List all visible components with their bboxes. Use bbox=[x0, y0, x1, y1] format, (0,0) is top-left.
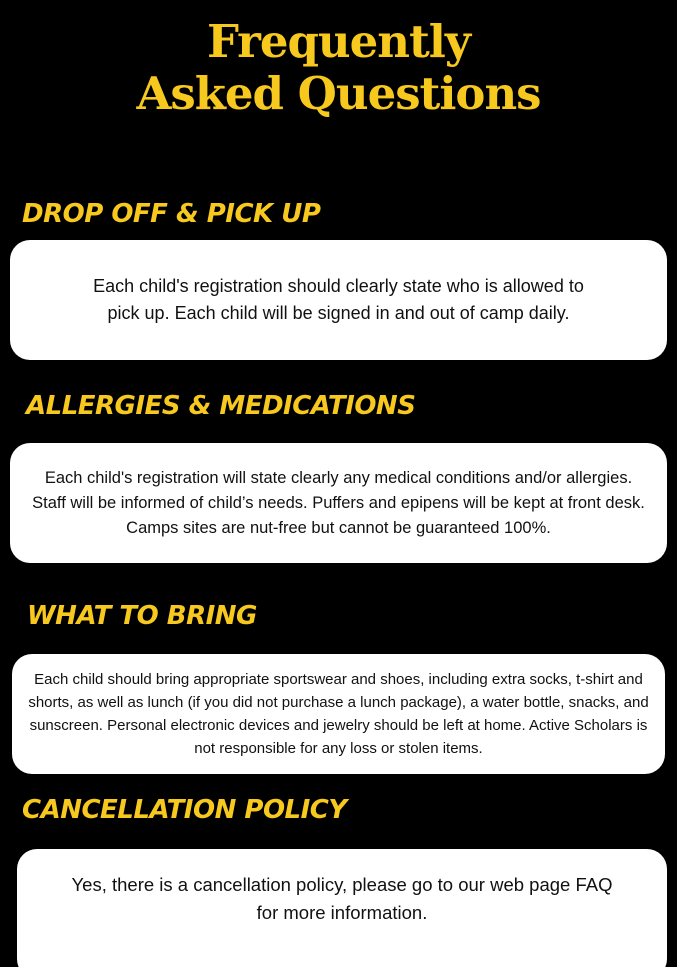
section-body-allergies: Each child's registration will state clearly any medical conditions and/or allergies. Staff will be informed of child’s needs. Puffers and epipens will be kept at front desk. Camps sites are nut-free but cannot be guaranteed 100%. bbox=[32, 468, 645, 537]
section-body-cancellation: Yes, there is a cancellation policy, please go to our web page FAQ for more information. bbox=[71, 874, 613, 923]
section-body-drop-off: Each child's registration should clearly state who is allowed to pick up. Each child will be signed in and out of camp daily. bbox=[93, 276, 584, 323]
section-card-allergies bbox=[10, 443, 667, 563]
section-card-what-to-bring bbox=[12, 654, 665, 774]
section-body-what-to-bring: Each child should bring appropriate sportswear and shoes, including extra socks, t-shirt and shorts, as well as lunch (if you did not purchase a lunch package), a water bottle, snacks, and sunscreen. Personal electronic devices and jewelry should be left at home. Active Scholars is not responsible for any loss or stolen items. bbox=[28, 671, 649, 757]
page-title-line-1: Frequently bbox=[206, 15, 471, 68]
section-card-cancellation bbox=[17, 849, 667, 967]
page-title-line-2: Asked Questions bbox=[136, 67, 541, 120]
page-title bbox=[0, 16, 677, 120]
section-heading-what-to-bring: WHAT TO BRING bbox=[27, 601, 257, 631]
section-heading-allergies: ALLERGIES & MEDICATIONS bbox=[26, 391, 416, 421]
section-heading-drop-off: DROP OFF & PICK UP bbox=[22, 199, 321, 229]
section-heading-cancellation: CANCELLATION POLICY bbox=[22, 795, 347, 825]
section-card-drop-off bbox=[10, 240, 667, 360]
